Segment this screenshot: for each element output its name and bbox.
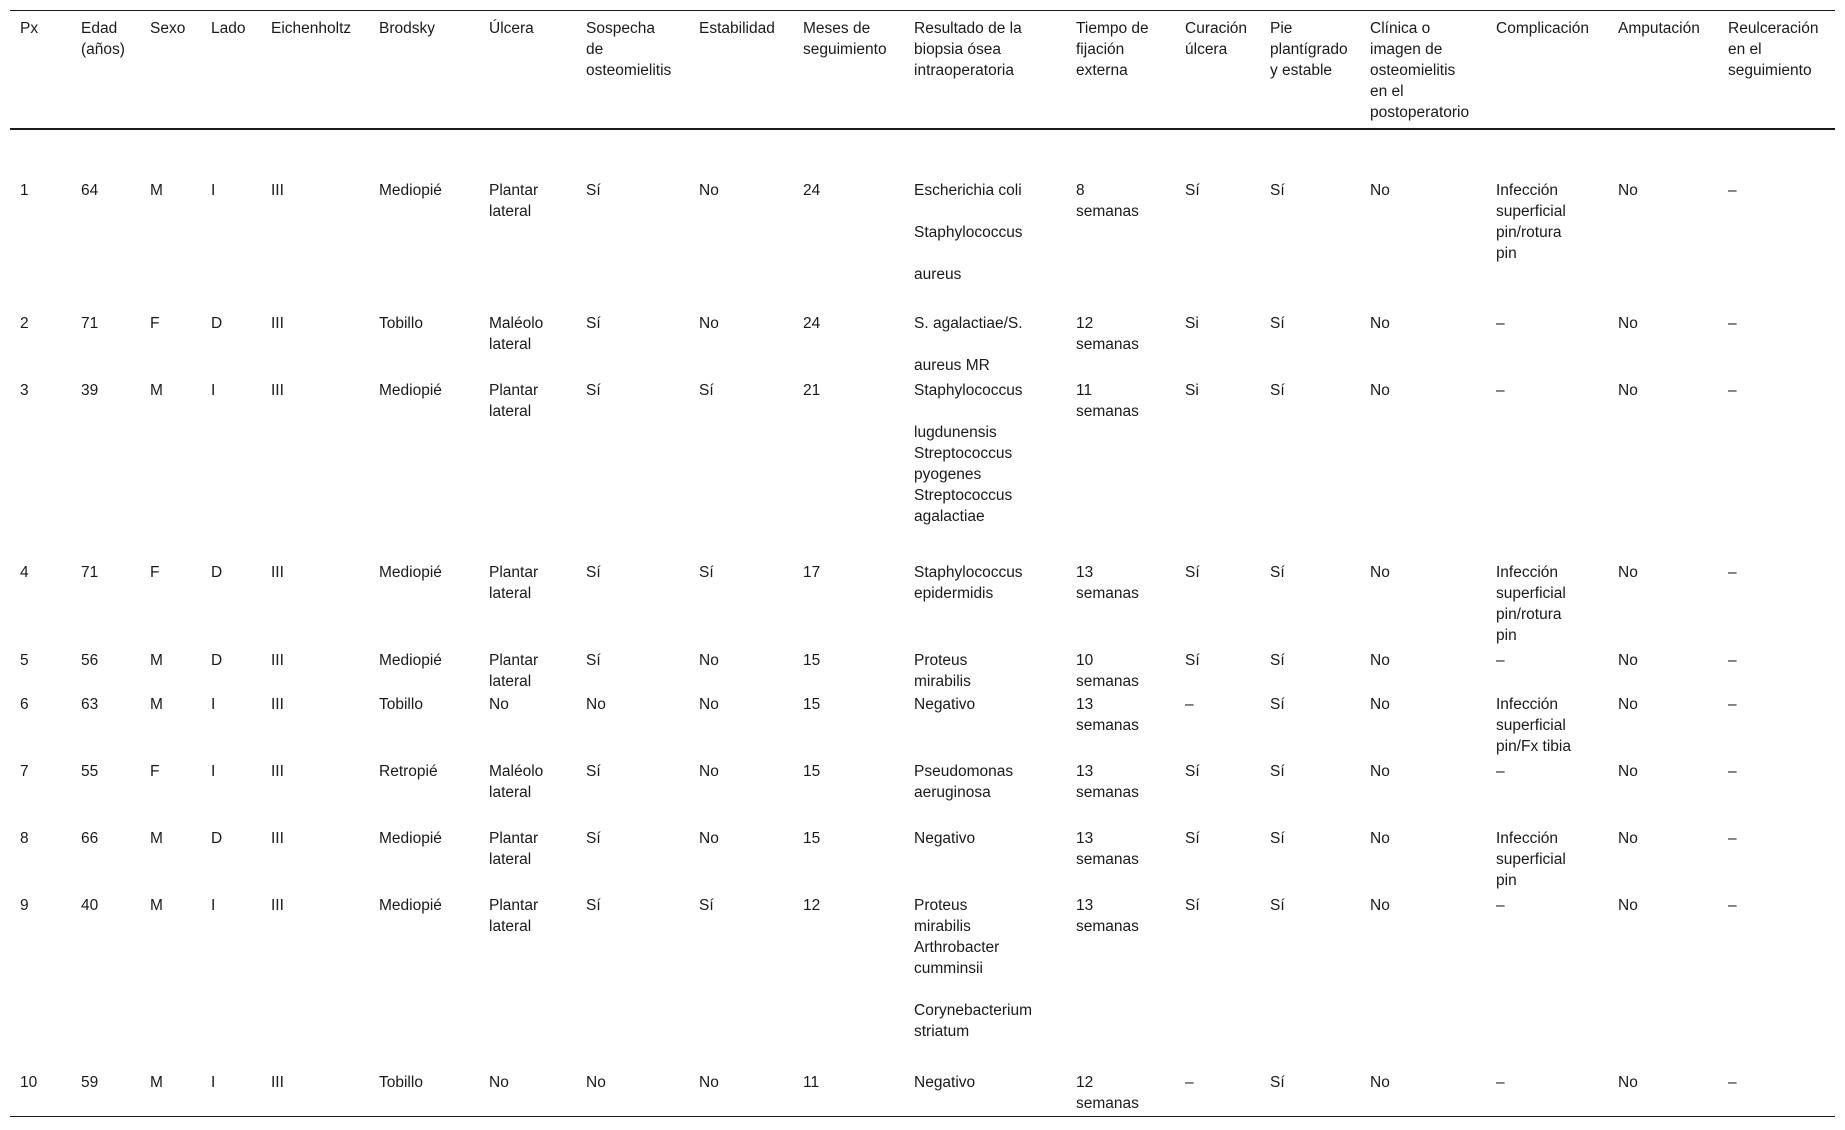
- cell-eichenholtz: III: [271, 315, 284, 332]
- cell-eichenholtz: III: [271, 182, 284, 199]
- cell-eichenholtz: III: [271, 830, 284, 847]
- cell-edad: 59: [81, 1074, 99, 1091]
- cell-sexo: M: [150, 382, 163, 399]
- header-tiempo-fijacion: Tiempo de fijación externa: [1076, 20, 1149, 79]
- header-curacion-ulcera: Curación úlcera: [1185, 20, 1248, 58]
- cell-resultado-biopsia: Negativo: [914, 830, 976, 847]
- cell-curacion: Sí: [1185, 897, 1200, 914]
- cell-ulcera: No: [489, 1074, 509, 1091]
- cell-reulceracion: –: [1728, 182, 1737, 199]
- header-reulceracion: Reulceración en el seguimiento: [1728, 20, 1819, 79]
- table-row: [10, 562, 1835, 650]
- cell-eichenholtz: III: [271, 382, 284, 399]
- cell-estabilidad: No: [699, 830, 719, 847]
- cell-sospecha: Sí: [586, 897, 601, 914]
- cell-clinica: No: [1370, 763, 1390, 780]
- cell-clinica: No: [1370, 652, 1390, 669]
- cell-edad: 71: [81, 564, 99, 581]
- header-lado: Lado: [211, 20, 246, 37]
- cell-sexo: M: [150, 1074, 163, 1091]
- cell-clinica: No: [1370, 182, 1390, 199]
- cell-reulceracion: –: [1728, 1074, 1737, 1091]
- cell-brodsky: Mediopié: [379, 182, 442, 199]
- cell-meses: 15: [803, 830, 821, 847]
- cell-estabilidad: No: [699, 696, 719, 713]
- cell-amputacion: No: [1618, 830, 1638, 847]
- cell-complicacion: –: [1496, 652, 1505, 669]
- cell-tiempo-fijacion: 13 semanas: [1076, 897, 1139, 935]
- cell-reulceracion: –: [1728, 763, 1737, 780]
- table-row: [10, 313, 1835, 380]
- cell-meses: 24: [803, 315, 821, 332]
- cell-px: 5: [20, 652, 29, 669]
- cell-sospecha: Sí: [586, 564, 601, 581]
- cell-meses: 12: [803, 897, 821, 914]
- cell-tiempo-fijacion: 12 semanas: [1076, 315, 1139, 353]
- cell-sospecha: No: [586, 1074, 606, 1091]
- table-row: [10, 129, 1835, 313]
- cell-ulcera: No: [489, 696, 509, 713]
- cell-lado: D: [211, 315, 223, 332]
- cell-resultado-biopsia: Escherichia coli Staphylococcus aureus: [914, 182, 1023, 283]
- data-table-container: [10, 10, 1835, 1117]
- cell-amputacion: No: [1618, 763, 1638, 780]
- cell-brodsky: Mediopié: [379, 382, 442, 399]
- cell-eichenholtz: III: [271, 897, 284, 914]
- cell-complicacion: Infección superficial pin/rotura pin: [1496, 182, 1566, 262]
- cell-clinica: No: [1370, 897, 1390, 914]
- table-row: [10, 761, 1835, 828]
- cell-amputacion: No: [1618, 652, 1638, 669]
- cell-resultado-biopsia: Staphylococcus epidermidis: [914, 564, 1023, 602]
- cell-ulcera: Plantar lateral: [489, 564, 539, 602]
- cell-pie-plantigrado: Sí: [1270, 696, 1285, 713]
- cell-complicacion: –: [1496, 382, 1505, 399]
- cell-lado: D: [211, 830, 223, 847]
- cell-complicacion: –: [1496, 315, 1505, 332]
- header-sospecha-osteomielitis: Sospecha de osteomielitis: [586, 20, 672, 79]
- cell-reulceracion: –: [1728, 652, 1737, 669]
- table-header: [10, 11, 1835, 130]
- cell-px: 10: [20, 1074, 38, 1091]
- cell-curacion: Sí: [1185, 182, 1200, 199]
- cell-px: 4: [20, 564, 29, 581]
- cell-brodsky: Tobillo: [379, 696, 423, 713]
- cell-estabilidad: Sí: [699, 382, 714, 399]
- cell-resultado-biopsia: Staphylococcus lugdunensis Streptococcus pyogenes Streptococcus agalactiae: [914, 382, 1023, 525]
- cell-eichenholtz: III: [271, 652, 284, 669]
- cell-tiempo-fijacion: 11 semanas: [1076, 382, 1139, 420]
- cell-amputacion: No: [1618, 382, 1638, 399]
- header-resultado-biopsia: Resultado de la biopsia ósea intraoperatoria: [914, 20, 1022, 79]
- cell-brodsky: Mediopié: [379, 652, 442, 669]
- cell-lado: I: [211, 182, 216, 199]
- cell-estabilidad: Sí: [699, 897, 714, 914]
- cell-tiempo-fijacion: 8 semanas: [1076, 182, 1139, 220]
- header-ulcera: Úlcera: [489, 20, 534, 37]
- header-row: [10, 11, 1835, 130]
- cell-edad: 55: [81, 763, 99, 780]
- cell-lado: I: [211, 1074, 216, 1091]
- cell-ulcera: Maléolo lateral: [489, 763, 544, 801]
- cell-ulcera: Plantar lateral: [489, 182, 539, 220]
- cell-reulceracion: –: [1728, 696, 1737, 713]
- header-clinica-osteomielitis: Clínica o imagen de osteomielitis en el postoperatorio: [1370, 20, 1470, 121]
- cell-brodsky: Mediopié: [379, 830, 442, 847]
- cell-estabilidad: No: [699, 763, 719, 780]
- cell-pie-plantigrado: Sí: [1270, 564, 1285, 581]
- cell-curacion: –: [1185, 1074, 1194, 1091]
- cell-sospecha: Sí: [586, 763, 601, 780]
- cell-meses: 15: [803, 696, 821, 713]
- cell-lado: D: [211, 564, 223, 581]
- cell-resultado-biopsia: Proteus mirabilis Arthrobacter cumminsii Corynebacterium striatum: [914, 897, 1033, 1040]
- cell-meses: 24: [803, 182, 821, 199]
- cell-sospecha: Sí: [586, 382, 601, 399]
- cell-px: 6: [20, 696, 29, 713]
- cell-sospecha: Sí: [586, 830, 601, 847]
- cell-clinica: No: [1370, 830, 1390, 847]
- cell-tiempo-fijacion: 10 semanas: [1076, 652, 1139, 690]
- cell-eichenholtz: III: [271, 564, 284, 581]
- cell-meses: 17: [803, 564, 821, 581]
- cell-brodsky: Mediopié: [379, 897, 442, 914]
- cell-curacion: –: [1185, 696, 1194, 713]
- cell-meses: 11: [803, 1074, 820, 1091]
- table-row: [10, 650, 1835, 694]
- cell-curacion: Si: [1185, 315, 1199, 332]
- cell-edad: 39: [81, 382, 99, 399]
- table-row: [10, 828, 1835, 895]
- cell-px: 8: [20, 830, 29, 847]
- cell-edad: 40: [81, 897, 99, 914]
- cell-tiempo-fijacion: 13 semanas: [1076, 830, 1139, 868]
- cell-curacion: Si: [1185, 382, 1199, 399]
- cell-lado: I: [211, 763, 216, 780]
- table-row: [10, 1072, 1835, 1116]
- cell-px: 3: [20, 382, 29, 399]
- cell-estabilidad: Sí: [699, 564, 714, 581]
- cell-amputacion: No: [1618, 182, 1638, 199]
- cell-eichenholtz: III: [271, 763, 284, 780]
- cell-brodsky: Tobillo: [379, 1074, 423, 1091]
- cell-pie-plantigrado: Sí: [1270, 897, 1285, 914]
- cell-amputacion: No: [1618, 315, 1638, 332]
- cell-px: 7: [20, 763, 29, 780]
- cell-tiempo-fijacion: 13 semanas: [1076, 696, 1139, 734]
- cell-clinica: No: [1370, 382, 1390, 399]
- header-sexo: Sexo: [150, 20, 186, 37]
- header-px: Px: [20, 20, 39, 37]
- table-row: [10, 895, 1835, 1072]
- header-brodsky: Brodsky: [379, 20, 435, 37]
- cell-amputacion: No: [1618, 696, 1638, 713]
- table-row: [10, 694, 1835, 761]
- cell-eichenholtz: III: [271, 696, 284, 713]
- cell-clinica: No: [1370, 696, 1390, 713]
- cell-pie-plantigrado: Sí: [1270, 652, 1285, 669]
- table-row: [10, 380, 1835, 562]
- cell-brodsky: Tobillo: [379, 315, 423, 332]
- cell-curacion: Sí: [1185, 652, 1200, 669]
- cell-resultado-biopsia: Negativo: [914, 1074, 976, 1091]
- header-meses-seguimiento: Meses de seguimiento: [803, 20, 887, 58]
- cell-complicacion: –: [1496, 897, 1505, 914]
- cell-pie-plantigrado: Sí: [1270, 763, 1285, 780]
- header-pie-plantigrado: Pie plantígrado y estable: [1270, 20, 1348, 79]
- cell-complicacion: –: [1496, 763, 1505, 780]
- cell-sexo: F: [150, 564, 160, 581]
- header-complicacion: Complicación: [1496, 20, 1590, 37]
- cell-estabilidad: No: [699, 1074, 719, 1091]
- cell-sospecha: Sí: [586, 652, 601, 669]
- cell-reulceracion: –: [1728, 564, 1737, 581]
- cell-edad: 63: [81, 696, 99, 713]
- cell-curacion: Sí: [1185, 763, 1200, 780]
- cell-px: 2: [20, 315, 29, 332]
- cell-sexo: F: [150, 315, 160, 332]
- cell-px: 1: [20, 182, 29, 199]
- cell-ulcera: Plantar lateral: [489, 830, 539, 868]
- cell-estabilidad: No: [699, 182, 719, 199]
- cell-amputacion: No: [1618, 1074, 1638, 1091]
- cell-meses: 21: [803, 382, 821, 399]
- header-edad: Edad (años): [81, 20, 125, 58]
- cell-amputacion: No: [1618, 564, 1638, 581]
- cell-clinica: No: [1370, 315, 1390, 332]
- header-eichenholtz: Eichenholtz: [271, 20, 352, 37]
- cell-pie-plantigrado: Sí: [1270, 830, 1285, 847]
- cell-pie-plantigrado: Sí: [1270, 382, 1285, 399]
- cell-reulceracion: –: [1728, 830, 1737, 847]
- cell-clinica: No: [1370, 1074, 1390, 1091]
- cell-resultado-biopsia: Pseudomonas aeruginosa: [914, 763, 1014, 801]
- cell-meses: 15: [803, 763, 821, 780]
- cell-tiempo-fijacion: 13 semanas: [1076, 763, 1139, 801]
- header-amputacion: Amputación: [1618, 20, 1700, 37]
- cell-tiempo-fijacion: 13 semanas: [1076, 564, 1139, 602]
- cell-sexo: M: [150, 897, 163, 914]
- cell-resultado-biopsia: S. agalactiae/S. aureus MR: [914, 315, 1023, 374]
- cell-sexo: F: [150, 763, 160, 780]
- cell-meses: 15: [803, 652, 821, 669]
- cell-amputacion: No: [1618, 897, 1638, 914]
- cell-sospecha: Sí: [586, 315, 601, 332]
- cell-curacion: Sí: [1185, 830, 1200, 847]
- cell-estabilidad: No: [699, 652, 719, 669]
- cell-eichenholtz: III: [271, 1074, 284, 1091]
- cell-complicacion: Infección superficial pin/rotura pin: [1496, 564, 1566, 644]
- cell-sospecha: No: [586, 696, 606, 713]
- cell-resultado-biopsia: Negativo: [914, 696, 976, 713]
- cell-lado: D: [211, 652, 223, 669]
- cell-pie-plantigrado: Sí: [1270, 315, 1285, 332]
- cell-sexo: M: [150, 830, 163, 847]
- cell-sospecha: Sí: [586, 182, 601, 199]
- cell-curacion: Sí: [1185, 564, 1200, 581]
- cell-reulceracion: –: [1728, 315, 1737, 332]
- cell-lado: I: [211, 897, 216, 914]
- patient-results-table: [10, 10, 1835, 1117]
- cell-edad: 66: [81, 830, 99, 847]
- cell-edad: 71: [81, 315, 99, 332]
- cell-pie-plantigrado: Sí: [1270, 1074, 1285, 1091]
- cell-sexo: M: [150, 182, 163, 199]
- cell-ulcera: Plantar lateral: [489, 382, 539, 420]
- cell-ulcera: Maléolo lateral: [489, 315, 544, 353]
- cell-ulcera: Plantar lateral: [489, 897, 539, 935]
- cell-px: 9: [20, 897, 29, 914]
- cell-complicacion: –: [1496, 1074, 1505, 1091]
- cell-clinica: No: [1370, 564, 1390, 581]
- cell-resultado-biopsia: Proteus mirabilis: [914, 652, 971, 690]
- cell-edad: 56: [81, 652, 99, 669]
- cell-complicacion: Infección superficial pin: [1496, 830, 1566, 889]
- cell-reulceracion: –: [1728, 382, 1737, 399]
- cell-complicacion: Infección superficial pin/Fx tibia: [1496, 696, 1571, 755]
- cell-lado: I: [211, 696, 216, 713]
- cell-edad: 64: [81, 182, 99, 199]
- cell-sexo: M: [150, 652, 163, 669]
- table-body: [10, 129, 1835, 1116]
- cell-brodsky: Mediopié: [379, 564, 442, 581]
- cell-lado: I: [211, 382, 216, 399]
- header-estabilidad: Estabilidad: [699, 20, 775, 37]
- cell-ulcera: Plantar lateral: [489, 652, 539, 690]
- cell-brodsky: Retropié: [379, 763, 438, 780]
- cell-estabilidad: No: [699, 315, 719, 332]
- cell-tiempo-fijacion: 12 semanas: [1076, 1074, 1139, 1112]
- cell-sexo: M: [150, 696, 163, 713]
- cell-pie-plantigrado: Sí: [1270, 182, 1285, 199]
- cell-reulceracion: –: [1728, 897, 1737, 914]
